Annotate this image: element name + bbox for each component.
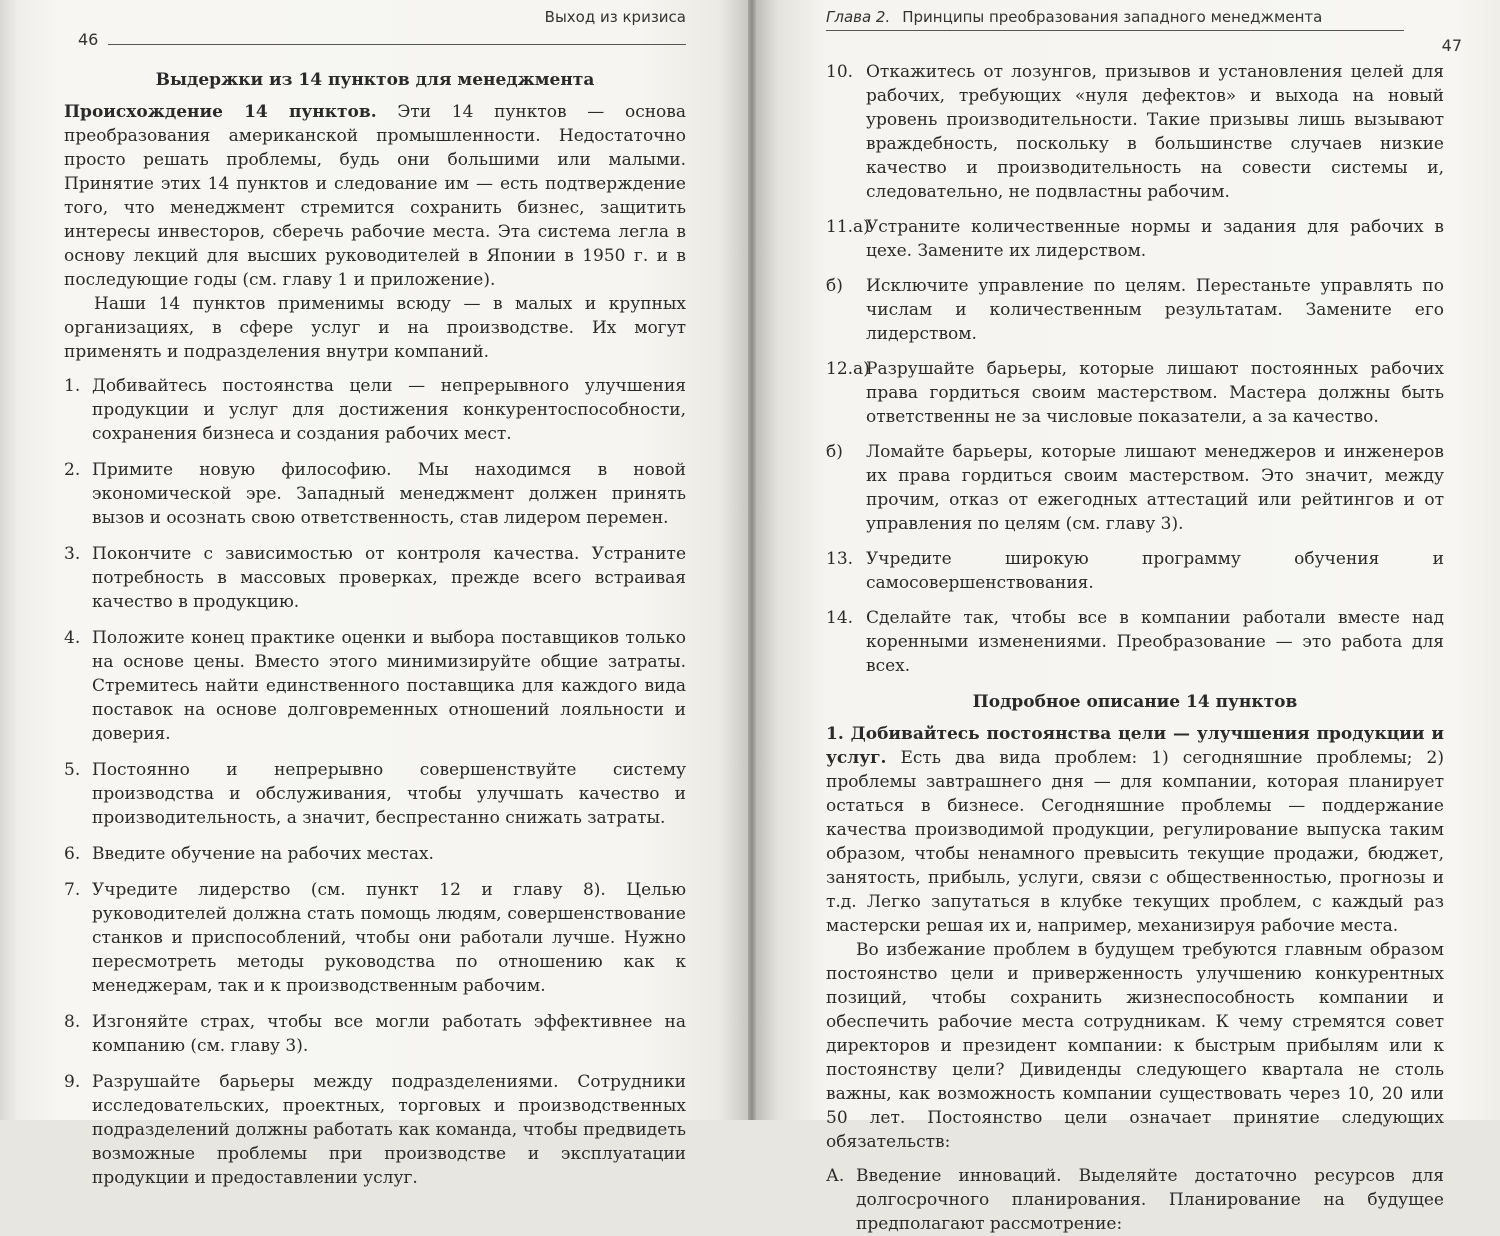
item-text: Устраните количественные нормы и задания для рабочих в цехе. Замените их лидерством. [866, 217, 1444, 261]
list-item [826, 274, 1444, 346]
item-text: Учредите лидерство (см. пункт 12 и главу 8). Целью руководителей должна стать помощь людям, совершенствование станков и приспособлений, чтобы они работали лучше. Нужно пересмотреть методы руководства по отношению как к менеджерам, так и к производственным рабочим. [92, 880, 686, 996]
left-running-head [64, 8, 686, 64]
intro-text: Эти 14 пунктов — основа преобразования американской промышленности. Недостаточно просто решать проблемы, будь они большими или малыми. Принятие этих 14 пунктов и следование им — есть подтверждение того, что менеджмент стремится сохранить бизнес, защитить интересы инвесторов, сберечь рабочие места. Эта система легла в основу лекций для высших руководителей в Японии в 1950 г. и в последующие годы (см. главу 1 и приложение). [64, 102, 686, 290]
list-item [64, 374, 686, 446]
left-page [0, 0, 748, 1188]
intro-paragraph [64, 100, 686, 292]
list-item [64, 542, 686, 614]
paragraph: Во избежание проблем в будущем требуются главным образом постоянство цели и приверженность улучшению конкурентных позиций, чтобы сохранить жизнеспособность компании и обеспечить рабочие места сотрудникам. К чему стремятся совет директоров и президент компании: к быстрым прибылям или к постоянству цели? Дивиденды следующего квартала не столь важны, как возможность компании существовать через 10, 20 или 50 лет. Постоянство цели означает принятие следующих обязательств: [826, 940, 1444, 1152]
detail-lead: 1. Добивайтесь постоянства цели — улучшения продукции и услуг. [826, 724, 1444, 768]
detail-paragraph [826, 722, 1444, 938]
item-number: б) [826, 442, 843, 462]
item-number: 3. [64, 544, 81, 564]
list-item [64, 842, 686, 866]
page-number: 46 [78, 30, 99, 49]
item-text: Введение инноваций. Выделяйте достаточно ресурсов для долгосрочного планирования. Планирование на будущее предполагают рассмотрение: [856, 1166, 1444, 1234]
right-running-head [826, 6, 1462, 55]
item-number: 7. [64, 880, 81, 900]
item-number: 11.а) [826, 217, 870, 237]
item-number: 5. [64, 760, 81, 780]
item-number: 13. [826, 549, 854, 569]
item-text: Откажитесь от лозунгов, призывов и установления целей для рабочих, требующих «нуля дефектов» и выхода на новый уровень производительности. Такие призывы лишь вызывают враждебность, поскольку в большинстве случаев низкие качество и производительность на совести системы и, следовательно, не подвластны рабочим. [866, 62, 1444, 202]
item-number: 9. [64, 1072, 81, 1092]
item-text: Исключите управление по целям. Перестаньте управлять по числам и количественным результатам. Замените его лидерством. [866, 276, 1444, 344]
list-item [64, 1070, 686, 1190]
item-text: Разрушайте барьеры, которые лишают постоянных рабочих права гордиться своим мастерством. Мастера должны быть ответственны не за числовые показатели, а за качество. [866, 359, 1444, 427]
item-number: 2. [64, 460, 81, 480]
detail-text: Есть два вида проблем: 1) сегодняшние проблемы; 2) проблемы завтрашнего дня — для компании, которая планирует остаться в бизнесе. Сегодняшние проблемы — поддержание качества производимой продукции, регулирование выпуска таким образом, чтобы ненамного превысить текущие продажи, бюджет, занятость, прибыль, услуги, связи с общественностью, прогнозы и т.д. Легко запутаться в клубке текущих проблем, с каждый раз мастерски решая их и, например, механизируя рабочие места. [826, 748, 1444, 936]
intro-lead: Происхождение 14 пунктов. [64, 102, 377, 122]
list-item [64, 878, 686, 998]
item-text: Добивайтесь постоянства цели — непрерывного улучшения продукции и услуг для достижения конкурентоспособности, сохранения бизнеса и создания рабочих мест. [92, 376, 686, 444]
item-text: Ломайте барьеры, которые лишают менеджеров и инженеров их права гордиться своим мастерством. Это значит, между прочим, отказ от ежегодных аттестаций или рейтингов и от управления по целям (см. главу 3). [866, 442, 1444, 534]
header-rule [826, 30, 1404, 31]
item-text: Постоянно и непрерывно совершенствуйте систему производства и обслуживания, чтобы улучшать качество и производительность, а значит, беспрестанно снижать затраты. [92, 760, 686, 828]
item-number: б) [826, 276, 843, 296]
item-number: 4. [64, 628, 81, 648]
list-item [826, 440, 1444, 536]
item-text: Сделайте так, чтобы все в компании работали вместе над коренными изменениями. Преобразование — это работа для всех. [866, 608, 1444, 676]
right-page [756, 0, 1500, 1234]
item-number: 8. [64, 1012, 81, 1032]
item-text: Учредите широкую программу обучения и самосовершенствования. [866, 549, 1444, 593]
list-item [64, 758, 686, 830]
item-number: 12.а) [826, 359, 870, 379]
list-item [826, 1164, 1444, 1236]
item-text: Разрушайте барьеры между подразделениями. Сотрудники исследовательских, проектных, торговых и производственных подразделений должны работать как команда, чтобы предвидеть возможные проблемы при производстве и эксплуатации продукции и предоставлении услуг. [92, 1072, 686, 1188]
points-list [826, 60, 1444, 678]
list-item [826, 606, 1444, 678]
running-title: Выход из кризиса [544, 8, 686, 26]
book-gutter [748, 0, 756, 1120]
list-item [64, 1010, 686, 1058]
item-text: Введите обучение на рабочих местах. [92, 844, 434, 864]
running-chapter: Глава 2. [826, 8, 891, 26]
list-item [64, 458, 686, 530]
item-number: 14. [826, 608, 854, 628]
section-heading: Подробное описание 14 пунктов [972, 692, 1298, 712]
list-item [826, 357, 1444, 429]
item-number: 1. [64, 376, 81, 396]
paragraph: Наши 14 пунктов применимы всюду — в малых и крупных организациях, в сфере услуг и на производстве. Их могут применять и подразделения внутри компаний. [64, 294, 686, 362]
list-item [826, 547, 1444, 595]
list-item [826, 215, 1444, 263]
section-heading: Выдержки из 14 пунктов для менеджмента [155, 70, 595, 90]
item-number: А. [826, 1166, 845, 1186]
item-text: Положите конец практике оценки и выбора поставщиков только на основе цены. Вместо этого минимизируйте общие затраты. Стремитесь найти единственного поставщика для каждого вида поставок на основе долговременных отношений лояльности и доверия. [92, 628, 686, 744]
list-item [64, 626, 686, 746]
running-title [826, 8, 1322, 26]
item-text: Примите новую философию. Мы находимся в новой экономической эре. Западный менеджмент должен принять вызов и осознать свою ответственность, став лидером перемен. [92, 460, 686, 528]
points-list [64, 374, 686, 1190]
running-title-text: Принципы преобразования западного менеджмента [902, 8, 1323, 26]
list-item [826, 60, 1444, 204]
item-number: 6. [64, 844, 81, 864]
header-rule [108, 44, 686, 45]
item-number: 10. [826, 62, 854, 82]
page-number: 47 [1441, 36, 1462, 55]
item-text: Изгоняйте страх, чтобы все могли работать эффективнее на компанию (см. главу 3). [92, 1012, 686, 1056]
item-text: Покончите с зависимостью от контроля качества. Устраните потребность в массовых проверках, прежде всего встраивая качество в продукцию. [92, 544, 686, 612]
